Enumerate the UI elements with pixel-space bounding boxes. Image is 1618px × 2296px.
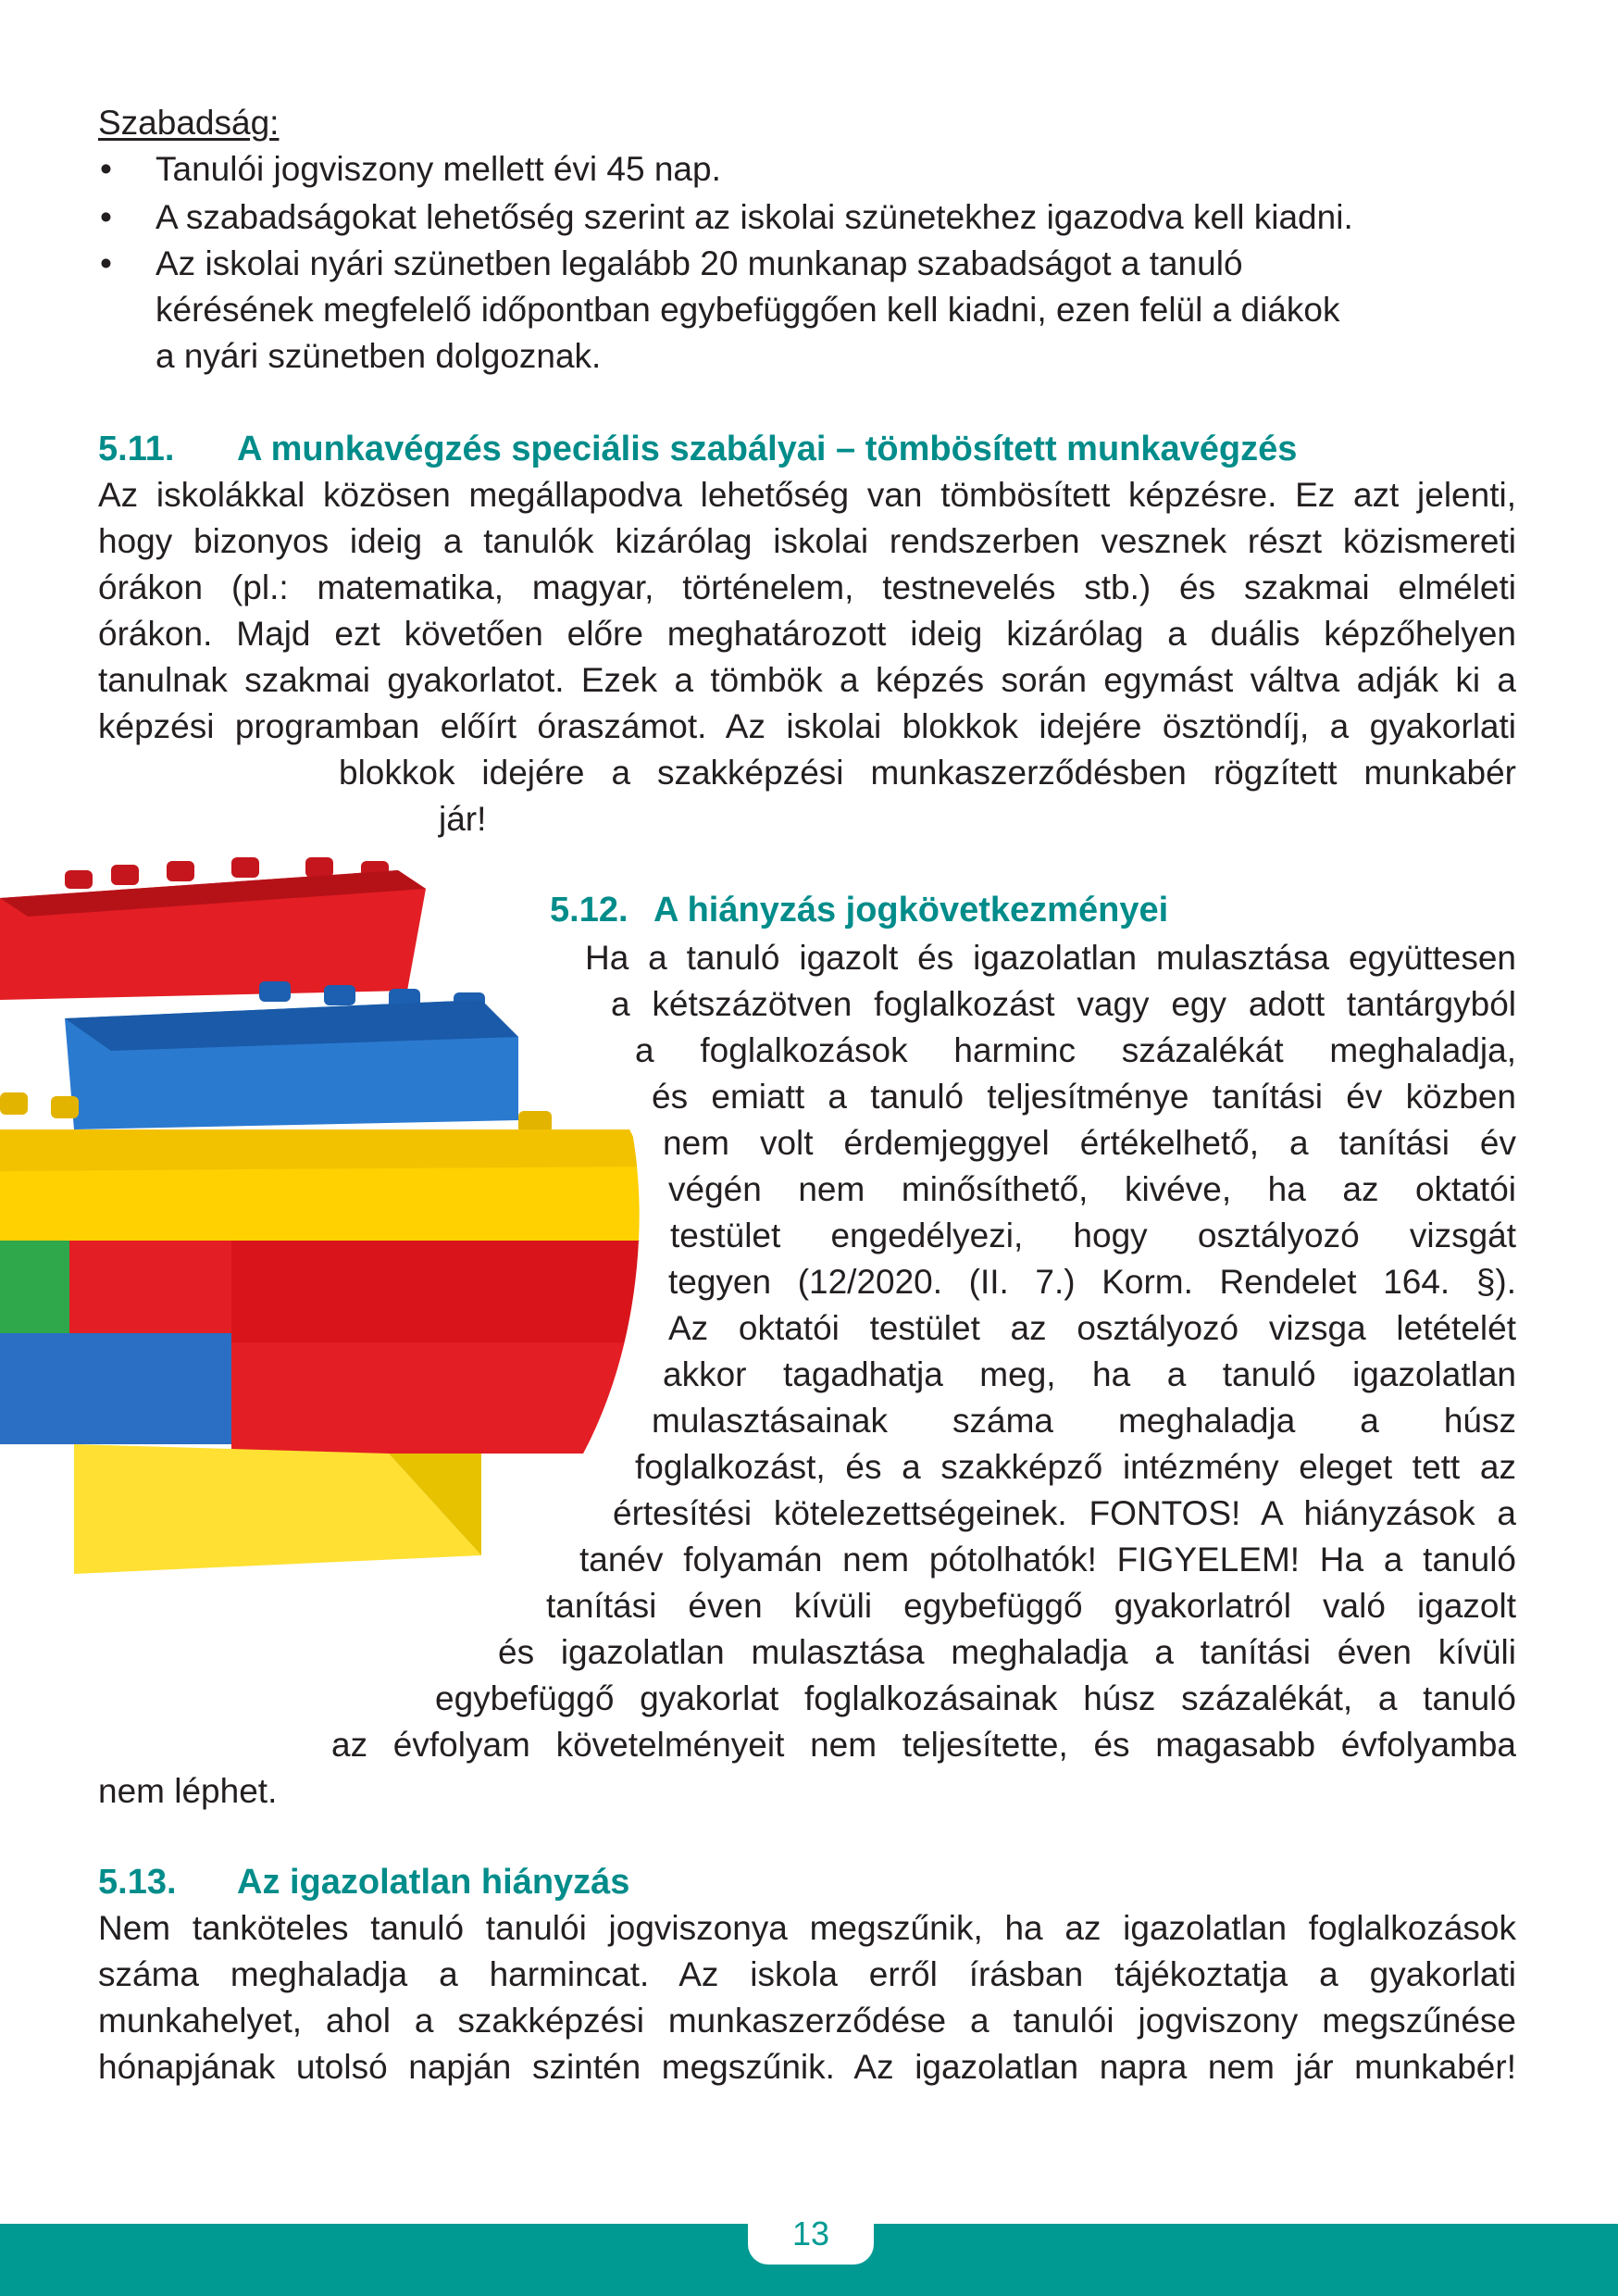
vacation-heading: Szabadság:: [98, 104, 280, 142]
section-5-11-title: A munkavégzés speciális szabályai – tömbösített munkavégzés: [237, 430, 1298, 468]
section-5-11-line: órákon (pl.: matematika, magyar, történelem, testnevelés stb.) és szakmai elméleti: [98, 568, 1516, 606]
red-brick-lower: [231, 1342, 648, 1454]
section-5-13-line: munkahelyet, ahol a szakképzési munkaszerződése a tanulói jogviszony megszűnése: [98, 2002, 1516, 2040]
vacation-bullet: Az iskolai nyári szünetben legalább 20 munkanap szabadságot a tanuló: [156, 244, 1243, 282]
section-5-13-line: hónapjának utolsó napján szintén megszűnik. Az igazolatlan napra nem jár munkabér!: [98, 2048, 1516, 2086]
green-brick: [0, 1241, 69, 1333]
section-5-12-line: mulasztásainak száma meghaladja a húsz: [652, 1402, 1516, 1440]
blue-brick: [65, 981, 518, 1129]
vacation-bullet: Tanulói jogviszony mellett évi 45 nap.: [156, 150, 721, 188]
section-5-11-line: órákon. Majd ezt követően előre meghatározott ideig kizárólag a duális képzőhelyen: [98, 615, 1516, 653]
bullet-icon: •: [100, 244, 112, 282]
section-5-12-line: a kétszázötven foglalkozást vagy egy adott tantárgyból: [611, 985, 1516, 1023]
section-5-12-line: és igazolatlan mulasztása meghaladja a tanítási éven kívüli: [498, 1633, 1516, 1671]
section-5-11-line: tanulnak szakmai gyakorlatot. Ezek a tömbök a képzés során egymást váltva adják ki a: [98, 661, 1516, 699]
section-5-13-line: Nem tanköteles tanuló tanulói jogviszonya megszűnik, ha az igazolatlan foglalkozások: [98, 1909, 1516, 1947]
section-5-12-line: nem volt érdemjeggyel értékelhető, a tanítási év: [663, 1124, 1516, 1162]
vacation-bullet-cont: a nyári szünetben dolgoznak.: [156, 337, 602, 375]
vacation-bullet-cont: kérésének megfelelő időpontban egybefüggően kell kiadni, ezen felül a diákok: [156, 291, 1340, 329]
section-5-12-line: testület engedélyezi, hogy osztályozó vizsgát: [670, 1217, 1516, 1254]
section-5-12-line: értesítési kötelezettségeinek. FONTOS! A hiányzások a: [613, 1494, 1516, 1532]
section-5-13-number: 5.13.: [98, 1863, 177, 1902]
section-5-11-line: blokkok idejére a szakképzési munkaszerződésben rögzített munkabér: [339, 754, 1516, 792]
page-number: 13: [748, 2203, 874, 2265]
section-5-12-line: tanítási éven kívüli egybefüggő gyakorlatról való igazolt: [546, 1587, 1516, 1625]
section-5-12-line: nem léphet.: [98, 1772, 278, 1810]
section-5-12-line: tanév folyamán nem pótolhatók! FIGYELEM! Ha a tanuló: [579, 1541, 1516, 1578]
section-5-12-line: a foglalkozások harminc százalékát meghaladja,: [635, 1031, 1516, 1069]
section-5-12-line: az évfolyam követelményeit nem teljesítette, és magasabb évfolyamba: [331, 1726, 1516, 1764]
section-5-12-title: A hiányzás jogkövetkezményei: [653, 891, 1169, 930]
section-5-12-line: Az oktatói testület az osztályozó vizsga letételét: [668, 1309, 1516, 1347]
section-5-12-line: foglalkozást, és a szakképző intézmény eleget tett az: [635, 1448, 1516, 1486]
red-brick-large: [231, 1241, 648, 1342]
section-5-12-line: végén nem minősíthető, kivéve, ha az oktatói: [668, 1170, 1516, 1208]
lego-bricks-image: [0, 852, 648, 1629]
section-5-12-number: 5.12.: [550, 891, 629, 930]
section-5-11-number: 5.11.: [98, 430, 175, 468]
section-5-12-line: tegyen (12/2020. (II. 7.) Korm. Rendelet 164. §).: [668, 1263, 1516, 1301]
section-5-11-line: jár!: [439, 800, 487, 838]
section-5-11-line: képzési programban előírt óraszámot. Az iskolai blokkok idejére ösztöndíj, a gyakorlati: [98, 707, 1516, 745]
section-5-12-line: és emiatt a tanuló teljesítménye tanítási év közben: [652, 1078, 1516, 1116]
section-5-12-line: akkor tagadhatja meg, ha a tanuló igazolatlan: [663, 1355, 1516, 1393]
red-brick-small: [69, 1241, 231, 1333]
section-5-12-line: Ha a tanuló igazolt és igazolatlan mulasztása együttesen: [585, 939, 1516, 977]
red-brick-top: [0, 857, 426, 1000]
section-5-12-line: egybefüggő gyakorlat foglalkozásainak húsz százalékát, a tanuló: [435, 1679, 1516, 1717]
section-5-13-title: Az igazolatlan hiányzás: [237, 1863, 630, 1902]
bullet-icon: •: [100, 150, 112, 188]
blue-brick-lower: [0, 1333, 231, 1444]
section-5-11-line: hogy bizonyos ideig a tanulók kizárólag iskolai rendszerben vesznek részt közismereti: [98, 522, 1516, 560]
vacation-bullet: A szabadságokat lehetőség szerint az iskolai szünetekhez igazodva kell kiadni.: [156, 198, 1353, 236]
section-5-13-line: száma meghaladja a harmincat. Az iskola erről írásban tájékoztatja a gyakorlati: [98, 1955, 1516, 1993]
section-5-11-line: Az iskolákkal közösen megállapodva lehetőség van tömbösített képzésre. Ez azt jelenti,: [98, 476, 1516, 514]
bullet-icon: •: [100, 198, 112, 236]
